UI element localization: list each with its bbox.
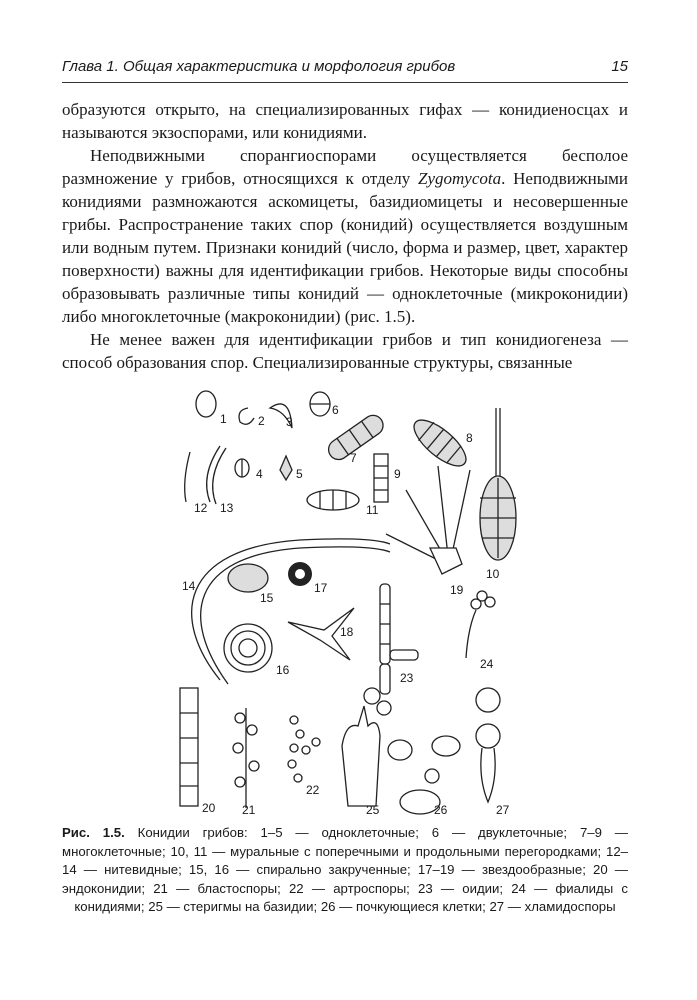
conidium-27-shape: [476, 688, 500, 802]
figure-label-15: 15: [260, 591, 274, 605]
page-number: 15: [611, 58, 628, 75]
figure-label-6: 6: [332, 403, 339, 417]
figure-label-25: 25: [366, 803, 380, 817]
figure-label-2: 2: [258, 414, 265, 428]
figure-label-9: 9: [394, 467, 401, 481]
conidium-24-shape: [466, 591, 495, 658]
figure-label-16: 16: [276, 663, 290, 677]
figure-label-22: 22: [306, 783, 320, 797]
chapter-title: Глава 1. Общая характеристика и морфология грибов: [62, 58, 456, 75]
body-text: [62, 98, 628, 374]
figure-label-12: 12: [194, 501, 208, 515]
conidium-8-shape: [407, 412, 473, 473]
paragraph-2-end: . Неподвижными конидиями размножаются аскомицеты, базидиомицеты и несовершенные грибы. Распространение таких спор (конидий) осуществляется воздушным или водным путем. Признаки конидий (число, форма и размер, цвет, характер поверхности) важны для идентификации грибов. Некоторые виды способны образовывать различные типы конидий — одноклеточные (микроконидии) либо многоклеточные (макроконидии) (рис. 1.5).: [62, 169, 628, 326]
conidium-17-shape: [288, 562, 312, 586]
conidium-19-shape: [386, 466, 470, 574]
latin-term: Zygomycota: [418, 169, 502, 188]
figure-label-20: 20: [202, 801, 216, 815]
figure-label-26: 26: [434, 803, 448, 817]
paragraph-2: [62, 144, 628, 328]
figure-label-4: 4: [256, 467, 263, 481]
conidium-14-shape: [192, 539, 390, 680]
figure-caption-label: Рис. 1.5.: [62, 825, 125, 840]
figure-label-27: 27: [496, 803, 510, 817]
figure-label-7: 7: [350, 451, 357, 465]
running-header: [62, 56, 628, 83]
figure-label-17: 17: [314, 581, 328, 595]
figure-label-13: 13: [220, 501, 234, 515]
paragraph-3: Не менее важен для идентификации грибов и тип конидиогенеза — способ образования спор. Специализированные структуры, связанные: [62, 330, 628, 372]
figure-label-21: 21: [242, 803, 256, 817]
figure-label-10: 10: [486, 567, 500, 581]
figure-label-14: 14: [182, 579, 196, 593]
figure-label-19: 19: [450, 583, 464, 597]
figure-label-5: 5: [296, 467, 303, 481]
conidium-2-shape: [239, 408, 254, 424]
figure-caption: [62, 824, 628, 917]
figure-label-8: 8: [466, 431, 473, 445]
figure-label-3: 3: [286, 415, 293, 429]
conidium-25-shape: [342, 688, 391, 806]
figure-label-1: 1: [220, 412, 227, 426]
figure-label-11: 11: [366, 503, 379, 517]
conidium-15-shape: [228, 564, 268, 592]
figure-label-24: 24: [480, 657, 494, 671]
conidia-figure: [160, 378, 540, 818]
paragraph-1: образуются открыто, на специализированных гифах — конидиеносцах и называются экзоспорами, или конидиями.: [62, 100, 628, 142]
conidia-drawing: [160, 378, 540, 818]
figure-caption-text: Конидии грибов: 1–5 — одноклеточные; 6 — двуклеточные; 7–9 — многоклеточные; 10, 11 — муральные с поперечными и продольными перегородками; 12–14 — нитевидные; 15, 16 — спирально закрученные; 17–19 — звездообразные; 20 — эндоконидии; 21 — бластоспоры; 22 — артроспоры; 23 — оидии; 24 — фиалиды с конидиями; 25 — стеригмы на базидии; 26 — почкующиеся клетки; 27 — хламидоспоры: [62, 825, 628, 914]
paragraph-2-start: Неподвижными спорангиоспорами осуществляется бесполое размножение у грибов, относящихся к отделу: [62, 146, 628, 188]
conidium-26-shape: [388, 736, 460, 814]
conidium-20-shape: [180, 688, 198, 806]
conidium-16-shape: [224, 624, 272, 672]
conidium-1-shape: [196, 391, 216, 417]
figure-label-23: 23: [400, 671, 414, 685]
conidium-22-shape: [288, 716, 320, 782]
conidium-21-shape: [233, 708, 259, 808]
conidium-5-shape: [280, 456, 292, 480]
conidium-12-shape: [185, 452, 190, 502]
figure-label-18: 18: [340, 625, 354, 639]
